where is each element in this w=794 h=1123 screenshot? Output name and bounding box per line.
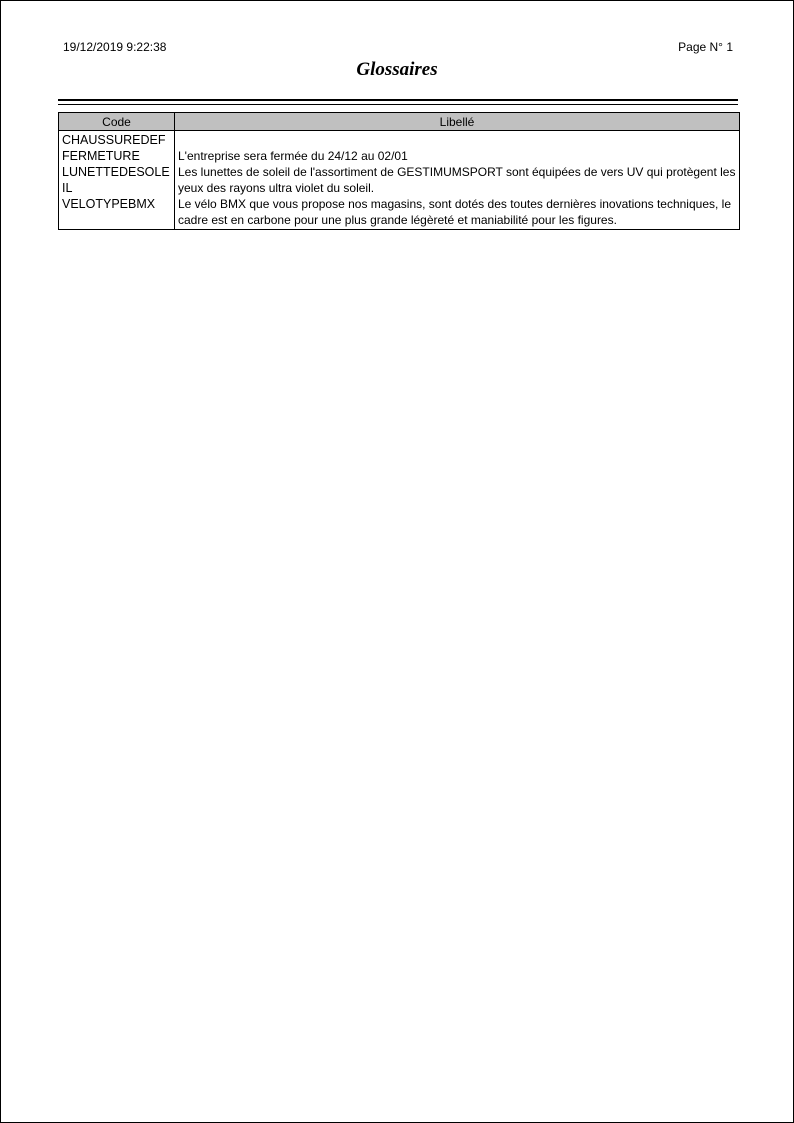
table-row	[59, 196, 740, 230]
table-header-row	[59, 113, 740, 131]
table-row	[59, 148, 740, 164]
table-row	[59, 131, 740, 149]
cell-code: LUNETTEDESOLEIL	[59, 164, 175, 196]
table-row	[59, 164, 740, 196]
print-date: 19/12/2019 9:22:38	[63, 40, 167, 54]
cell-label	[175, 131, 740, 149]
column-header-label: Libellé	[175, 113, 740, 131]
cell-label: L'entreprise sera fermée du 24/12 au 02/01	[175, 148, 740, 164]
cell-code: FERMETURE	[59, 148, 175, 164]
glossary-table	[58, 112, 740, 230]
cell-code: CHAUSSUREDEF	[59, 131, 175, 149]
cell-code: VELOTYPEBMX	[59, 196, 175, 230]
cell-label: Les lunettes de soleil de l'assortiment de GESTIMUMSPORT sont équipées de vers UV qui protègent les yeux des rayons ultra violet du soleil.	[175, 164, 740, 196]
column-header-code: Code	[59, 113, 175, 131]
page-number: Page N° 1	[678, 40, 733, 54]
header-rule-thin	[58, 104, 738, 105]
header-rule-thick	[58, 99, 738, 101]
report-title: Glossaires	[356, 59, 438, 80]
cell-label: Le vélo BMX que vous propose nos magasins, sont dotés des toutes dernières inovations techniques, le cadre est en carbone pour une plus grande légèreté et maniabilité pour les figures.	[175, 196, 740, 230]
